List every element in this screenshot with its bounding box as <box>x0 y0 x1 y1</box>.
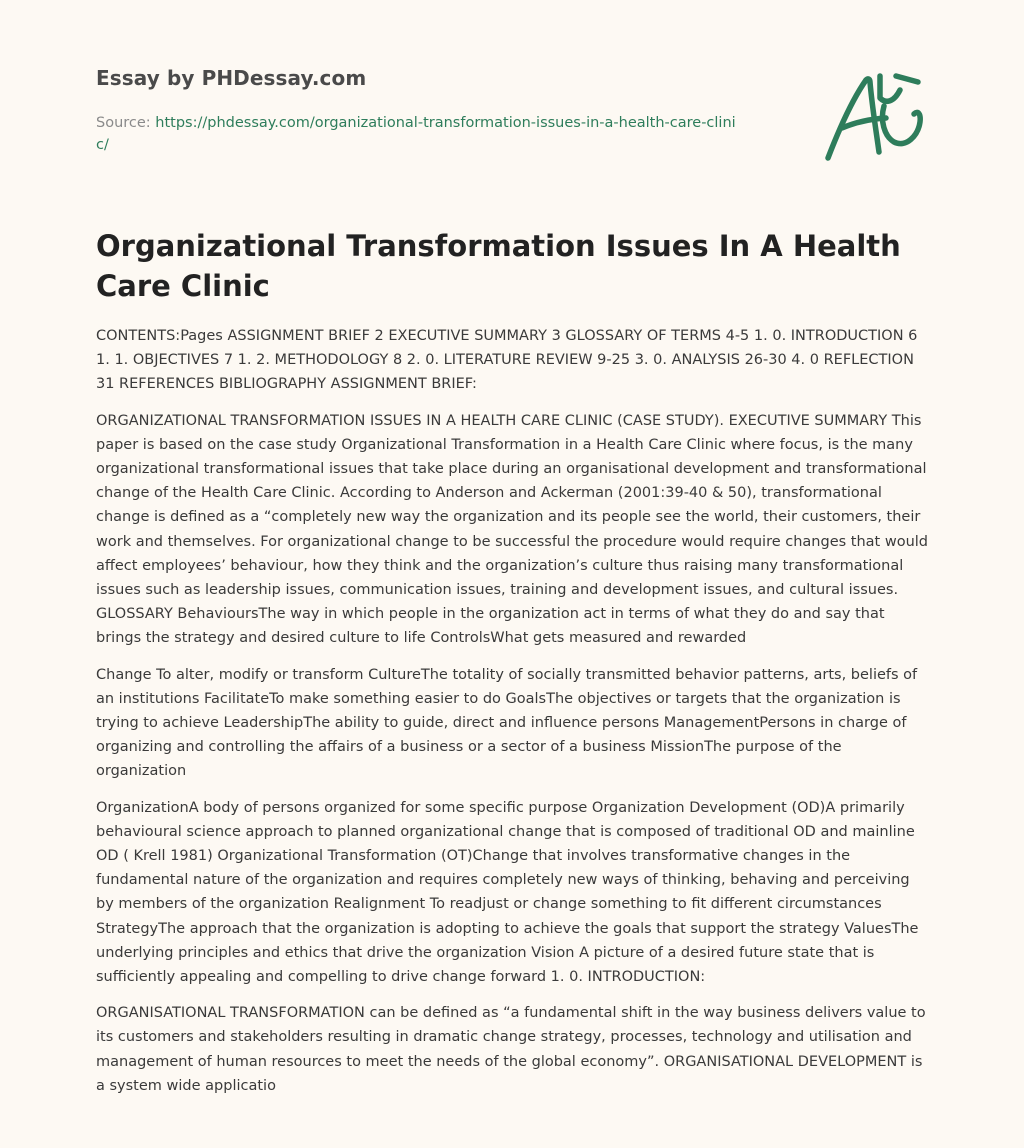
essay-page <box>96 0 928 1094</box>
source-link[interactable]: https://phdessay.com/organizational-transformation-issues-in-a-health-care-clinic/ <box>96 115 736 153</box>
essay-paragraph: Change To alter, modify or transform CultureThe totality of socially transmitted behavior patterns, arts, beliefs of an institutions FacilitateTo make something easier to do GoalsThe objectives or targets that the organization is trying to achieve LeadershipThe ability to guide, direct and influence persons ManagementPersons in charge of organizing and controlling the affairs of a business or a sector of a business MissionThe purpose of the organization <box>96 666 918 780</box>
source-label: Source: <box>96 115 156 131</box>
essay-paragraph: ORGANISATIONAL TRANSFORMATION can be defined as “a fundamental shift in the way business delivers value to its customers and stakeholders resulting in dramatic change strategy, processes, technology and utilisation and management of human resources to meet the needs of the global economy”. ORGANISATIONAL DEVELOPMENT is a system wide applicatio <box>96 1005 926 1094</box>
essay-body <box>96 324 930 1110</box>
a-plus-logo-icon <box>822 70 926 166</box>
essay-title: Organizational Transformation Issues In A Health Care Clinic <box>96 229 901 303</box>
page-header <box>96 0 928 200</box>
essay-paragraph: ORGANIZATIONAL TRANSFORMATION ISSUES IN A HEALTH CARE CLINIC (CASE STUDY). EXECUTIVE SUMMARY This paper is based on the case study Organizational Transformation in a Health Care Clinic where focus, is the many organizational transformational issues that take place during an organisational development and transformational change of the Health Care Clinic. According to Anderson and Ackerman (2001:39-40 & 50), transformational change is defined as a “completely new way the organization and its people see the world, their customers, their work and themselves. For organizational change to be successful the procedure would require changes that would affect employees’ behaviour, how they think and the organization’s culture thus raising many transformational issues such as leadership issues, communication issues, training and development issues, and cultural issues. GLOSSARY BehavioursThe way in which people in the organization act in terms of what they do and say that brings the strategy and desired culture to life ControlsWhat gets measured and rewarded <box>96 412 928 647</box>
source-line <box>96 112 746 156</box>
site-brand: Essay by PHDessay.com <box>96 66 367 90</box>
essay-paragraph: OrganizationA body of persons organized for some specific purpose Organization Development (OD)A primarily behavioural science approach to planned organizational change that is composed of traditional OD and mainline OD ( Krell 1981) Organizational Transformation (OT)Change that involves transformative changes in the fundamental nature of the organization and requires completely new ways of thinking, behaving and perceiving by members of the organization Realignment To readjust or change something to fit different circumstances StrategyThe approach that the organization is adopting to achieve the goals that support the strategy ValuesThe underlying principles and ethics that drive the organization Vision A picture of a desired future state that is sufficiently appealing and compelling to drive change forward 1. 0. INTRODUCTION: <box>96 799 919 986</box>
essay-paragraph: CONTENTS:Pages ASSIGNMENT BRIEF 2 EXECUTIVE SUMMARY 3 GLOSSARY OF TERMS 4-5 1. 0. INTRODUCTION 6 1. 1. OBJECTIVES 7 1. 2. METHODOLOGY 8 2. 0. LITERATURE REVIEW 9-25 3. 0. ANALYSIS 26-30 4. 0 REFLECTION 31 REFERENCES BIBLIOGRAPHY ASSIGNMENT BRIEF: <box>96 328 918 393</box>
